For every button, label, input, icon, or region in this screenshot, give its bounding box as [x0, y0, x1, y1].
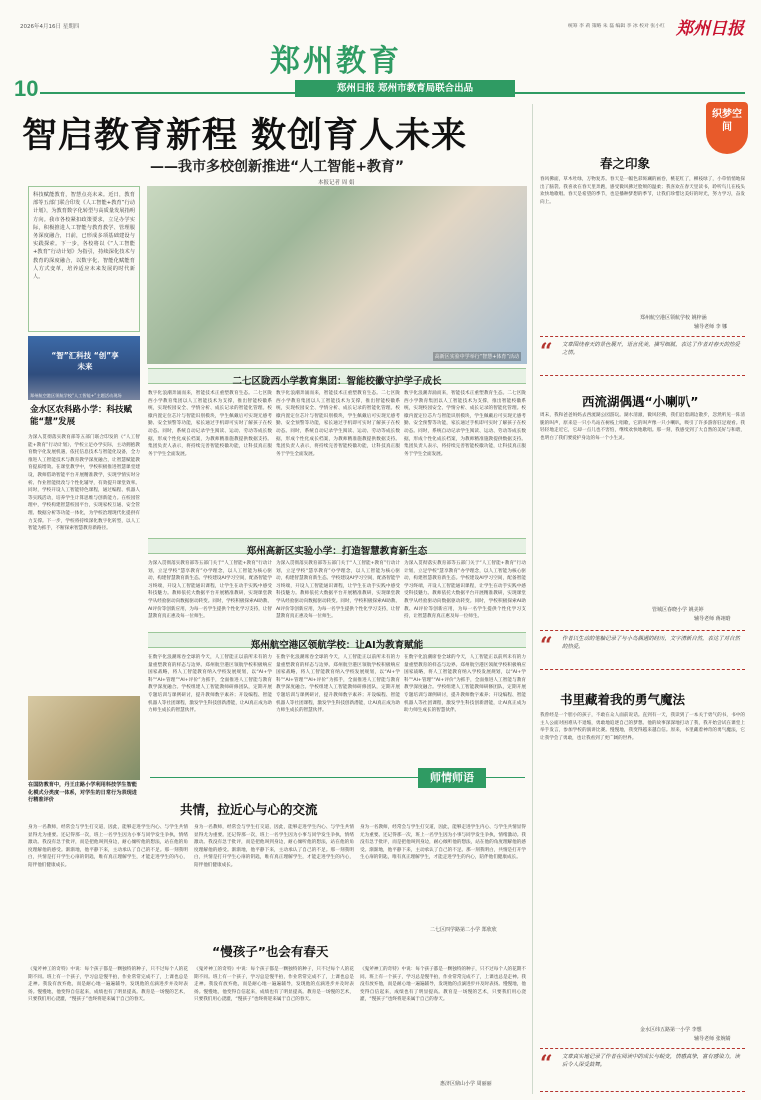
article-2-banner [148, 368, 526, 387]
left-photo [28, 336, 140, 400]
page-number: 10 [14, 76, 39, 101]
weaving-space-badge [706, 102, 748, 154]
article-5-body-col3: 身为一名教师，经常会与学生打交道，因此，能够走进学生内心、与学生共情显得尤为重要。还记得那一次，班上一名学生因为小事与同学发生争执，情绪激动。我没有急于批评，而是把他叫到身边，耐心倾听他的想法，站在他的角度理解他的感受。渐渐地，他平静下来，主动承认了自己的不足。那一刻我明白，共情是打开学生心扉的钥匙，唯有真正理解学生，才能走进学生的内心，陪伴他们健康成长。 [360, 825, 526, 861]
article-5-body-col1: 身为一名教师，经常会与学生打交道，因此，能够走进学生内心、与学生共情显得尤为重要。还记得那一次，班上一名学生因为小事与同学发生争执，情绪激动。我没有急于批评，而是把他叫到身边，耐心倾听他的想法，站在他的角度理解他的感受。渐渐地，他平静下来，主动承认了自己的不足。那一刻我明白，共情是打开学生心扉的钥匙，唯有真正理解学生，才能走进学生的内心，陪伴他们健康成长。 [28, 825, 188, 868]
subtitle-bar-text: 郑州日报 郑州市教育局联合出品 [336, 83, 474, 94]
essay-3-teacher: 辅导老师 张婉婧 [694, 1036, 731, 1042]
article-4-title: 郑州航空港区领航学校：让AI为教育赋能 [250, 640, 424, 651]
essay-1-body: 春风拂面，草木吐绿，万物复苏。春天是一幅色彩斑斓的画卷，桃花红了，柳枝绿了，小草悄悄地探出了脑袋。我喜欢在春天里奔跑，感受微风拂过脸颊的温柔；我喜欢在春天里读书，聆听鸟儿在枝头欢快地歌唱。春天是希望的季节，也是播种梦想的季节，让我们珍惜这美好的时光，努力学习，奋发向上。 [540, 177, 745, 205]
article-1-title: 金水区农科路小学：科技赋能“慧”发展 [30, 405, 133, 427]
byline: 本报记者 周 娟 [318, 180, 355, 186]
article-6-body-col2: 《鬼斧神工的奇特》中说：每个孩子都是一颗独特的种子，只不过每个人的花期不同。班上有一个孩子，学习总是慢半拍，作业常常完成不了，上课也总是走神。我没有放弃他，而是耐心地一遍遍辅导，发现他的点滴进步并及时表扬。慢慢地，他变得自信起来，成绩也有了明显提高。教育是一场慢的艺术，只要我们用心浇灌，“慢孩子”也终将迎来属于自己的春天。 [194, 967, 354, 1003]
article-2-body-col1: 数字化浪潮奔涌而来，智能技术正重塑教育生态。二七区陇西小学教育集团以人工智能技术为支撑，推出智能校徽系统，实现校园安全、学情分析、成长记录的智能化管理。校徽内置定位芯片与智能识别模块，学生佩戴后可实现无感考勤、安全预警等功能，家长通过手机即可实时了解孩子在校动态。同时，系统自动记录学生阅读、运动、劳动等成长数据，形成个性化成长档案，为教师精准施教提供数据支持。集团负责人表示，将持续完善智能校徽功能，让科技真正服务于学生全面发展。 [148, 391, 272, 457]
essay-2-author: 管城区春晓小学 姚美婷 [652, 607, 704, 613]
article-5-title: 共情，拉近心与心的交流 [180, 802, 318, 817]
comment-3 [540, 1048, 745, 1092]
comment-2 [540, 630, 745, 670]
right-column-divider [532, 104, 533, 1094]
article-3-title: 郑州高新区实验小学：打造智慧教育新生态 [246, 546, 428, 557]
comment-1 [540, 336, 745, 376]
bottom-left-caption: 在国防教育中，丹王庄路小学利用科技学生智能化模式分类度一体系，对学生的日常行为表现进行精准评价 [28, 782, 137, 804]
section-title: 郑州教育 [270, 44, 402, 79]
article-1-body: 为深入贯彻落实教育部等五部门联合印发的《“人工智能+教育”行动计划》，学校立足办学实际，主动拥抱教育数字化发展机遇，依托信息技术与智能化设备，全力推进人工智能技术与教育教学深度融合，让智慧赋能教育提质增效。在课堂教学中，学校积极推进智慧课堂建设，教师借助智能平台开展精准教学，实现学情实时分析、作业智能批改与个性化辅导，有效提升课堂效率。同时，学校开设人工智能特色课程，通过编程、机器人等实践活动，培养学生计算思维与创新能力。在校园管理中，学校构建智慧校园平台，实现家校互通、安全管理、数据分析等功能一体化，为学校治理现代化提供有力支撑。下一步，学校将持续深化数字化转型，以人工智能为抓手，不断探索智慧教育新路径。 [28, 435, 140, 532]
essay-3-body: 我曾经是一个胆小的孩子，不敢在众人面前说话。直到有一天，我读到了一本关于勇气的书，书中的主人公面对困难从不退缩，勇敢地追逐自己的梦想。他的故事深深地打动了我，我开始尝试在课堂上举手发言，参加学校的演讲比赛。慢慢地，我变得越来越自信。原来，书里藏着神奇的勇气魔法，它让我学会了勇敢，也让我看到了更广阔的世界。 [540, 713, 745, 741]
article-4-body-col2: 在数字化浪潮席卷全球的今天，人工智能正以前所未有的力量重塑教育的样态与边界。郑州航空港区领航学校积极响应国家战略，将人工智能教育纳入学校发展规划，以“AI+学科”“AI+管理”“AI+评价”为抓手，全面推进人工智能与教育教学深度融合。学校组建人工智能教师研修团队，定期开展专题培训与课例研讨，提升教师数字素养；开设编程、智能机器人等社团课程，激发学生科技创新潜能，让AI真正成为助力师生成长的智慧伙伴。 [276, 655, 400, 714]
quote-icon-2: “ [540, 633, 553, 659]
article-6-author: 惠济区鼎山小学 周丽丽 [440, 1081, 492, 1087]
masthead-rule [40, 92, 295, 94]
headline-subtitle: ——我市多校创新推进“人工智能+教育” [150, 159, 405, 175]
article-2-body-col3: 数字化浪潮奔涌而来，智能技术正重塑教育生态。二七区陇西小学教育集团以人工智能技术为支撑，推出智能校徽系统，实现校园安全、学情分析、成长记录的智能化管理。校徽内置定位芯片与智能识别模块，学生佩戴后可实现无感考勤、安全预警等功能，家长通过手机即可实时了解孩子在校动态。同时，系统自动记录学生阅读、运动、劳动等成长数据，形成个性化成长档案，为教师精准施教提供数据支持。集团负责人表示，将持续完善智能校徽功能，让科技真正服务于学生全面发展。 [404, 391, 526, 457]
main-photo-caption: 高新区实验中学举行“智慧+体育”活动 [434, 354, 519, 360]
date-line: 2026年4月16日 星期四 [20, 24, 80, 30]
article-3-banner [148, 538, 526, 557]
essay-3-title: 书里藏着我的勇气魔法 [560, 692, 686, 707]
article-5-body-col2: 身为一名教师，经常会与学生打交道，因此，能够走进学生内心、与学生共情显得尤为重要。还记得那一次，班上一名学生因为小事与同学发生争执，情绪激动。我没有急于批评，而是把他叫到身边，耐心倾听他的想法，站在他的角度理解他的感受。渐渐地，他平静下来，主动承认了自己的不足。那一刻我明白，共情是打开学生心扉的钥匙，唯有真正理解学生，才能走进学生的内心，陪伴他们健康成长。 [194, 825, 354, 868]
essay-1-teacher: 辅导老师 李 娜 [694, 324, 728, 330]
comment-2-text: 作者以生动的笔触记录了与小鸟偶遇的经历，文字清新自然，表达了对自然的热爱。 [562, 636, 740, 650]
article-3-body-col2: 为深入贯彻落实教育部等五部门关于“人工智能+教育”行动计划，立足学校“慧享教育”办学理念，以人工智能为核心驱动，构建智慧教育新生态。学校建设AI学习空间，配备智能学习终端，开设人工智能通识课程，让学生在动手实践中感受科技魅力。教师依托大数据平台开展精准教研，实现课堂教学从经验驱动向数据驱动转变。同时，学校积极探索AI助教、AI评价等创新应用，为每一名学生提供个性化学习支持，让智慧教育真正惠及每一位师生。 [276, 561, 400, 620]
essay-3-author: 金水区纬五路第一小学 李想 [640, 1027, 702, 1033]
mentor-banner-label: 师情师语 [418, 768, 486, 788]
headline-title: 智启教育新程 数创育人未来 [22, 115, 468, 156]
subtitle-bar [295, 80, 515, 97]
article-6-body-col1: 《鬼斧神工的奇特》中说：每个孩子都是一颗独特的种子，只不过每个人的花期不同。班上有一个孩子，学习总是慢半拍，作业常常完成不了，上课也总是走神。我没有放弃他，而是耐心地一遍遍辅导，发现他的点滴进步并及时表扬。慢慢地，他变得自信起来，成绩也有了明显提高。教育是一场慢的艺术，只要我们用心浇灌，“慢孩子”也终将迎来属于自己的春天。 [28, 967, 188, 1003]
essay-2-teacher: 辅导老师 蒋翊晗 [694, 616, 731, 622]
essay-1-author: 郑州航空港区领航学校 姚梓涵 [640, 315, 707, 321]
article-2-title: 二七区陇西小学教育集团：智能校徽守护学子成长 [232, 376, 442, 387]
article-3-body-col3: 为深入贯彻落实教育部等五部门关于“人工智能+教育”行动计划，立足学校“慧享教育”办学理念，以人工智能为核心驱动，构建智慧教育新生态。学校建设AI学习空间，配备智能学习终端，开设人工智能通识课程，让学生在动手实践中感受科技魅力。教师依托大数据平台开展精准教研，实现课堂教学从经验驱动向数据驱动转变。同时，学校积极探索AI助教、AI评价等创新应用，为每一名学生提供个性化学习支持，让智慧教育真正惠及每一位师生。 [404, 561, 526, 620]
lead-box [28, 186, 140, 332]
comment-1-text: 文章围绕春天的景色展开，语言优美，描写细腻，表达了作者对春天的热爱之情。 [562, 342, 740, 356]
stage-sign: “智”汇科技 “创”享未来 [51, 351, 119, 371]
essay-2-title: 西流湖偶遇“小喇叭” [582, 394, 699, 409]
main-photo [147, 186, 527, 364]
article-3-body-col1: 为深入贯彻落实教育部等五部门关于“人工智能+教育”行动计划，立足学校“慧享教育”办学理念，以人工智能为核心驱动，构建智慧教育新生态。学校建设AI学习空间，配备智能学习终端，开设人工智能通识课程，让学生在动手实践中感受科技魅力。教师依托大数据平台开展精准教研，实现课堂教学从经验驱动向数据驱动转变。同时，学校积极探索AI助教、AI评价等创新应用，为每一名学生提供个性化学习支持，让智慧教育真正惠及每一位师生。 [148, 561, 272, 620]
comment-3-text: 文章真实地记录了作者在阅读中的成长与蜕变，情感真挚，富有感染力，读后令人深受鼓舞。 [562, 1054, 740, 1068]
masthead-rule-right [515, 92, 745, 94]
article-5-author: 二七区四学路第二小学 郑欣欣 [430, 927, 497, 933]
article-4-banner [148, 632, 526, 651]
newspaper-logo: 郑州日报 [676, 19, 744, 39]
article-4-body-col3: 在数字化浪潮席卷全球的今天，人工智能正以前所未有的力量重塑教育的样态与边界。郑州航空港区领航学校积极响应国家战略，将人工智能教育纳入学校发展规划，以“AI+学科”“AI+管理”“AI+评价”为抓手，全面推进人工智能与教育教学深度融合。学校组建人工智能教师研修团队，定期开展专题培训与课例研讨，提升教师数字素养；开设编程、智能机器人等社团课程，激发学生科技创新潜能，让AI真正成为助力师生成长的智慧伙伴。 [404, 655, 526, 714]
essay-2-body: 周末，我和爸爸妈妈去西流湖公园游玩。湖水清澈，微风轻拂，我们沿着湖边散步，忽然听见一阵清脆的叫声，原来是一只小鸟站在树枝上唱歌，它的叫声像一只小喇叭，吸引了许多游客驻足观看。我轻轻地走近它，它却一点儿也不害怕，继续欢快地歌唱。那一刻，我感受到了大自然的美好与和谐，也明白了我们要爱护身边的每一个小生灵。 [540, 413, 745, 441]
article-2-body-col2: 数字化浪潮奔涌而来，智能技术正重塑教育生态。二七区陇西小学教育集团以人工智能技术为支撑，推出智能校徽系统，实现校园安全、学情分析、成长记录的智能化管理。校徽内置定位芯片与智能识别模块，学生佩戴后可实现无感考勤、安全预警等功能，家长通过手机即可实时了解孩子在校动态。同时，系统自动记录学生阅读、运动、劳动等成长数据，形成个性化成长档案，为教师精准施教提供数据支持。集团负责人表示，将持续完善智能校徽功能，让科技真正服务于学生全面发展。 [276, 391, 400, 457]
article-6-title: “慢孩子”也会有春天 [212, 944, 329, 959]
left-photo-caption: 郑州航空港区领航学校“人工智能+”主题活动现场 [30, 393, 122, 398]
quote-icon-3: “ [540, 1051, 553, 1077]
badge-label: 织梦空间 [712, 109, 742, 133]
quote-icon-1: “ [540, 339, 553, 365]
mentor-banner [0, 768, 527, 788]
lead-box-text: 科技赋能教育，智慧点亮未来。近日，教育部等五部门联合印发《人工智能+教育”行动计划》，为教育数字化转型与高质量发展指明方向。我市各校紧扣政策要求，立足办学实际，积极推进人工智能与教育教学、管理服务深度融合，日前，已形成多项基础建设与实践探索。下一步，各校将以《“人工智能+教育”行动计划》为指引，持续深化技术与教育的深度融合，以数字化、智能化赋能育人方式变革，培养适应未来发展的时代新人。 [33, 192, 135, 281]
editor-line: 统筹 李 莉 策略 朱 磊 编辑 李 冰 校对 张小红 [568, 24, 665, 29]
article-6-body-col3: 《鬼斧神工的奇特》中说：每个孩子都是一颗独特的种子，只不过每个人的花期不同。班上有一个孩子，学习总是慢半拍，作业常常完成不了，上课也总是走神。我没有放弃他，而是耐心地一遍遍辅导，发现他的点滴进步并及时表扬。慢慢地，他变得自信起来，成绩也有了明显提高。教育是一场慢的艺术，只要我们用心浇灌，“慢孩子”也终将迎来属于自己的春天。 [360, 967, 526, 1003]
essay-1-title: 春之印象 [600, 156, 651, 171]
article-4-body-col1: 在数字化浪潮席卷全球的今天，人工智能正以前所未有的力量重塑教育的样态与边界。郑州航空港区领航学校积极响应国家战略，将人工智能教育纳入学校发展规划，以“AI+学科”“AI+管理”“AI+评价”为抓手，全面推进人工智能与教育教学深度融合。学校组建人工智能教师研修团队，定期开展专题培训与课例研讨，提升教师数字素养；开设编程、智能机器人等社团课程，激发学生科技创新潜能，让AI真正成为助力师生成长的智慧伙伴。 [148, 655, 272, 714]
